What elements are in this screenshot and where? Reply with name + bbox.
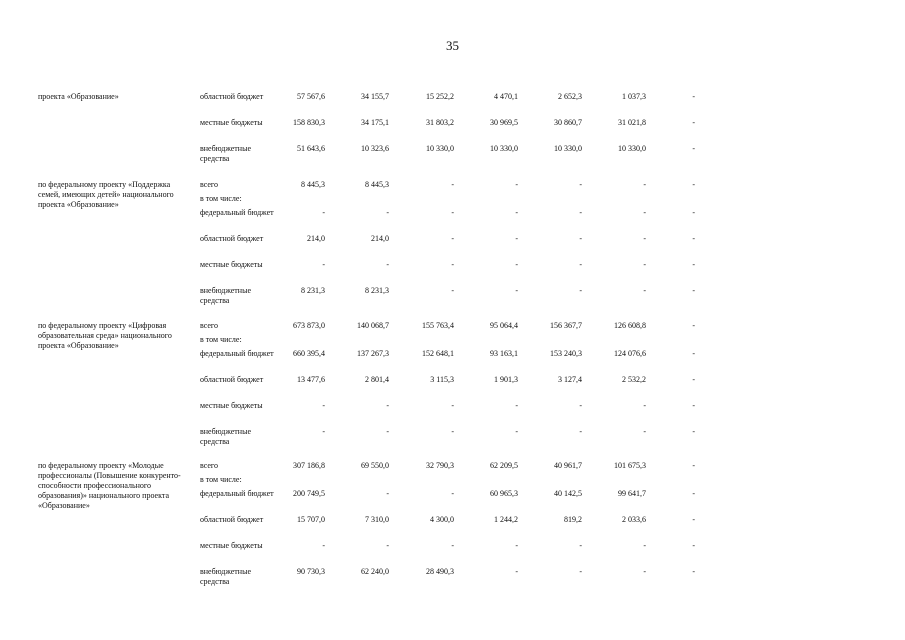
table-row: [0, 349, 905, 373]
value-year-1: -: [386, 489, 389, 498]
table-row: [0, 234, 905, 258]
value-year-4: -: [579, 541, 582, 550]
value-year-6: -: [692, 118, 695, 127]
value-year-3: -: [515, 180, 518, 189]
value-year-3: -: [515, 541, 518, 550]
funding-source: в том числе:: [200, 475, 242, 484]
funding-source: в том числе:: [200, 194, 242, 203]
value-total: -: [322, 208, 325, 217]
value-year-3: -: [515, 427, 518, 436]
value-year-4: -: [579, 260, 582, 269]
value-year-2: -: [451, 208, 454, 217]
value-year-3: 95 064,4: [490, 321, 518, 330]
table-row: [0, 144, 905, 168]
value-year-2: -: [451, 427, 454, 436]
value-year-6: -: [692, 144, 695, 153]
value-year-1: 140 068,7: [357, 321, 389, 330]
value-total: -: [322, 427, 325, 436]
value-total: 673 873,0: [293, 321, 325, 330]
value-year-5: -: [643, 260, 646, 269]
value-year-3: -: [515, 567, 518, 576]
funding-source: всего: [200, 321, 219, 330]
value-year-4: 819,2: [564, 515, 582, 524]
value-year-2: -: [451, 260, 454, 269]
value-year-2: 10 330,0: [426, 144, 454, 153]
value-year-1: -: [386, 401, 389, 410]
table-row: [0, 427, 905, 451]
value-year-6: -: [692, 234, 695, 243]
value-total: 15 707,0: [297, 515, 325, 524]
value-year-3: 30 969,5: [490, 118, 518, 127]
value-year-5: -: [643, 208, 646, 217]
value-year-5: 2 532,2: [622, 375, 646, 384]
value-year-6: -: [692, 92, 695, 101]
funding-source: федеральный бюджет: [200, 349, 274, 358]
funding-source: внебюджетные средства: [200, 427, 251, 446]
value-year-6: -: [692, 286, 695, 295]
value-total: -: [322, 401, 325, 410]
value-year-5: 31 021,8: [618, 118, 646, 127]
value-year-3: 4 470,1: [494, 92, 518, 101]
value-year-1: -: [386, 260, 389, 269]
value-year-1: 8 445,3: [365, 180, 389, 189]
table-row: [0, 401, 905, 425]
value-year-1: 2 801,4: [365, 375, 389, 384]
value-total: -: [322, 260, 325, 269]
value-year-5: 2 033,6: [622, 515, 646, 524]
value-year-5: 124 076,6: [614, 349, 646, 358]
value-year-6: -: [692, 461, 695, 470]
value-year-1: 7 310,0: [365, 515, 389, 524]
value-year-5: -: [643, 427, 646, 436]
value-total: 8 445,3: [301, 180, 325, 189]
value-total: 13 477,6: [297, 375, 325, 384]
value-year-4: -: [579, 427, 582, 436]
value-year-3: -: [515, 208, 518, 217]
value-year-4: 30 860,7: [554, 118, 582, 127]
value-year-5: 10 330,0: [618, 144, 646, 153]
funding-source: областной бюджет: [200, 92, 264, 101]
value-year-4: -: [579, 401, 582, 410]
value-year-3: -: [515, 286, 518, 295]
value-total: 57 567,6: [297, 92, 325, 101]
value-year-2: -: [451, 401, 454, 410]
table-row: [0, 286, 905, 310]
funding-source: местные бюджеты: [200, 401, 263, 410]
value-year-2: -: [451, 286, 454, 295]
project-title: по федеральному проекту «Поддержка семей, имеющих детей» национального проекта «Образование»: [38, 180, 174, 209]
value-year-5: 1 037,3: [622, 92, 646, 101]
value-year-6: -: [692, 515, 695, 524]
value-year-5: 126 608,8: [614, 321, 646, 330]
value-year-1: 69 550,0: [361, 461, 389, 470]
value-year-6: -: [692, 567, 695, 576]
value-year-4: -: [579, 208, 582, 217]
funding-source: в том числе:: [200, 335, 242, 344]
value-year-1: -: [386, 541, 389, 550]
funding-source: областной бюджет: [200, 515, 264, 524]
value-year-2: -: [451, 234, 454, 243]
value-year-2: 15 252,2: [426, 92, 454, 101]
funding-source: всего: [200, 461, 219, 470]
table-row: [0, 208, 905, 232]
value-total: 660 395,4: [293, 349, 325, 358]
funding-source: всего: [200, 180, 219, 189]
value-year-3: 10 330,0: [490, 144, 518, 153]
value-year-4: -: [579, 234, 582, 243]
value-year-3: 62 209,5: [490, 461, 518, 470]
value-year-5: -: [643, 401, 646, 410]
funding-source: местные бюджеты: [200, 118, 263, 127]
funding-source: областной бюджет: [200, 375, 264, 384]
value-year-6: -: [692, 349, 695, 358]
value-year-6: -: [692, 208, 695, 217]
value-year-6: -: [692, 541, 695, 550]
value-year-6: -: [692, 401, 695, 410]
value-year-1: 137 267,3: [357, 349, 389, 358]
value-year-2: 4 300,0: [430, 515, 454, 524]
value-year-4: 2 652,3: [558, 92, 582, 101]
value-year-4: 40 142,5: [554, 489, 582, 498]
funding-source: федеральный бюджет: [200, 489, 274, 498]
value-year-6: -: [692, 260, 695, 269]
value-year-1: 10 323,6: [361, 144, 389, 153]
value-year-4: 10 330,0: [554, 144, 582, 153]
value-total: 90 730,3: [297, 567, 325, 576]
funding-source: внебюджетные средства: [200, 567, 251, 586]
value-year-4: 40 961,7: [554, 461, 582, 470]
project-title: по федеральному проекту «Молодые профессионалы (Повышение конкуренто-способности профессионального образования)» национального проекта «Образование»: [38, 461, 181, 510]
value-year-2: 32 790,3: [426, 461, 454, 470]
table-row: [0, 567, 905, 591]
table-row: [0, 541, 905, 565]
value-year-5: 101 675,3: [614, 461, 646, 470]
value-year-6: -: [692, 489, 695, 498]
project-title: проекта «Образование»: [38, 92, 119, 101]
value-total: 200 749,5: [293, 489, 325, 498]
value-year-2: 28 490,3: [426, 567, 454, 576]
table-row: [0, 118, 905, 142]
value-year-2: -: [451, 541, 454, 550]
value-year-5: -: [643, 541, 646, 550]
value-year-2: 3 115,3: [430, 375, 454, 384]
value-year-2: 152 648,1: [422, 349, 454, 358]
value-year-2: 31 803,2: [426, 118, 454, 127]
value-year-1: 214,0: [371, 234, 389, 243]
value-year-6: -: [692, 375, 695, 384]
value-year-1: 34 175,1: [361, 118, 389, 127]
project-title: по федеральному проекту «Цифровая образовательная среда» национального проекта «Образование»: [38, 321, 172, 350]
value-year-1: 34 155,7: [361, 92, 389, 101]
value-year-6: -: [692, 321, 695, 330]
value-year-1: 8 231,3: [365, 286, 389, 295]
funding-source: местные бюджеты: [200, 260, 263, 269]
value-year-5: 99 641,7: [618, 489, 646, 498]
value-year-3: -: [515, 260, 518, 269]
value-year-3: -: [515, 234, 518, 243]
value-year-4: -: [579, 567, 582, 576]
value-year-1: -: [386, 427, 389, 436]
value-total: 51 643,6: [297, 144, 325, 153]
value-total: 158 830,3: [293, 118, 325, 127]
value-total: -: [322, 541, 325, 550]
table-row: [0, 489, 905, 513]
value-year-4: 156 367,7: [550, 321, 582, 330]
value-year-5: -: [643, 180, 646, 189]
funding-source: внебюджетные средства: [200, 286, 251, 305]
funding-source: внебюджетные средства: [200, 144, 251, 163]
value-total: 307 186,8: [293, 461, 325, 470]
value-year-1: 62 240,0: [361, 567, 389, 576]
value-year-4: 153 240,3: [550, 349, 582, 358]
value-year-6: -: [692, 427, 695, 436]
value-year-5: -: [643, 234, 646, 243]
table-row: [0, 92, 905, 116]
value-total: 214,0: [307, 234, 325, 243]
value-year-2: 155 763,4: [422, 321, 454, 330]
value-year-6: -: [692, 180, 695, 189]
funding-source: федеральный бюджет: [200, 208, 274, 217]
value-year-1: -: [386, 208, 389, 217]
value-year-3: 1 901,3: [494, 375, 518, 384]
value-year-3: 1 244,2: [494, 515, 518, 524]
value-year-4: 3 127,4: [558, 375, 582, 384]
value-year-2: -: [451, 489, 454, 498]
value-year-2: -: [451, 180, 454, 189]
funding-source: местные бюджеты: [200, 541, 263, 550]
page-number: 35: [446, 38, 459, 53]
table-row: [0, 260, 905, 284]
value-year-4: -: [579, 286, 582, 295]
table-row: [0, 515, 905, 539]
value-year-4: -: [579, 180, 582, 189]
table-row: [0, 375, 905, 399]
value-year-3: -: [515, 401, 518, 410]
value-year-5: -: [643, 286, 646, 295]
funding-source: областной бюджет: [200, 234, 264, 243]
value-year-3: 93 163,1: [490, 349, 518, 358]
value-total: 8 231,3: [301, 286, 325, 295]
value-year-5: -: [643, 567, 646, 576]
value-year-3: 60 965,3: [490, 489, 518, 498]
